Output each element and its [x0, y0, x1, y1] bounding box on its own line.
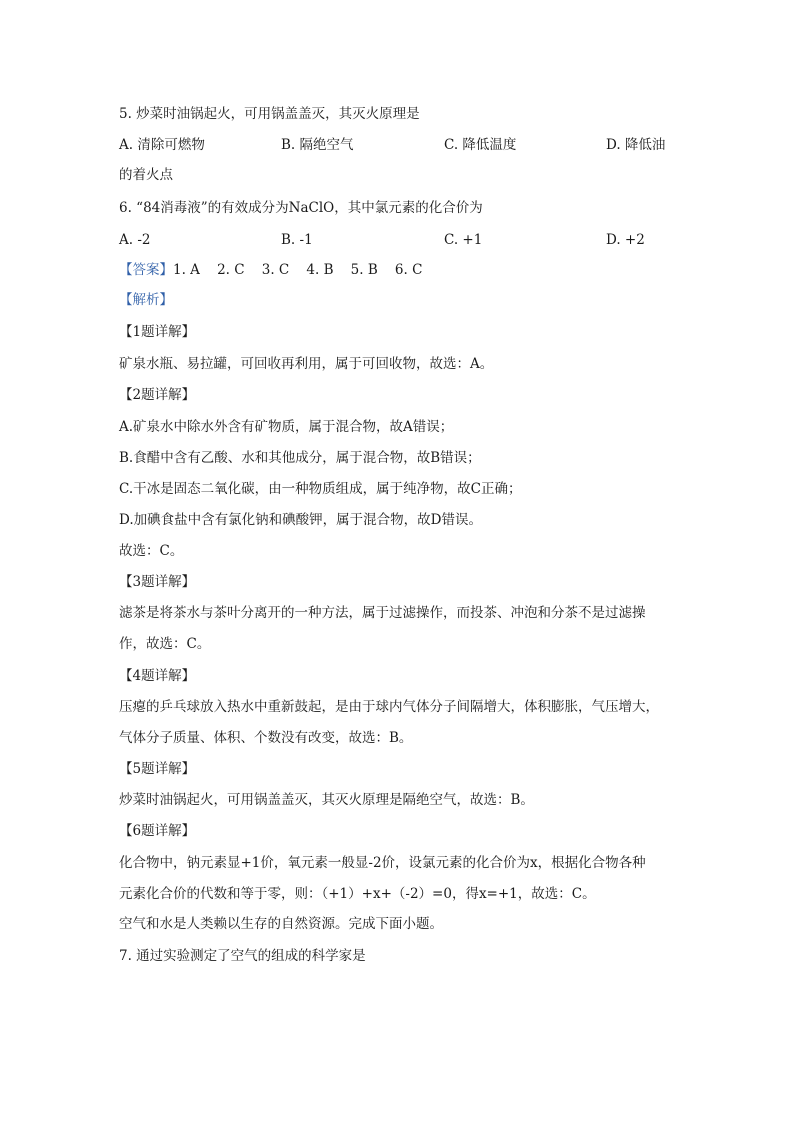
q6-stem: 6. “84消毒液”的有效成分为NaClO，其中氯元素的化合价为 — [119, 200, 483, 216]
answer-text: 1. A 2. C 3. C 4. B 5. B 6. C — [173, 262, 423, 278]
detail-4-heading: 【4题详解】 — [119, 668, 196, 684]
detail-3-text-a: 滤茶是将茶水与茶叶分离开的一种方法，属于过滤操作，而投茶、冲泡和分茶不是过滤操 — [119, 605, 646, 621]
q7-stem: 7. 通过实验测定了空气的组成的科学家是 — [119, 948, 366, 964]
detail-5-text: 炒菜时油锅起火，可用锅盖盖灭，其灭火原理是隔绝空气，故选：B。 — [119, 792, 534, 808]
detail-3-heading: 【3题详解】 — [119, 574, 196, 590]
q6-option-a[interactable]: A. -2 — [119, 232, 151, 248]
detail-2-heading: 【2题详解】 — [119, 387, 196, 403]
detail-1-heading: 【1题详解】 — [119, 324, 196, 340]
detail-2-text-c: C.干冰是固态二氧化碳，由一种物质组成，属于纯净物，故C正确； — [119, 481, 522, 497]
analysis-label: 【解析】 — [119, 292, 173, 308]
q6-option-b[interactable]: B. -1 — [281, 232, 313, 248]
answer-line — [119, 261, 422, 279]
q6-option-d[interactable]: D. +2 — [606, 232, 645, 248]
detail-2-text-d: D.加碘食盐中含有氯化钠和碘酸钾，属于混合物，故D错误。 — [119, 512, 482, 528]
detail-1-text: 矿泉水瓶、易拉罐，可回收再利用，属于可回收物，故选：A。 — [119, 356, 494, 372]
q5-option-b[interactable]: B. 隔绝空气 — [281, 137, 354, 153]
detail-4-text-a: 压瘪的乒乓球放入热水中重新鼓起，是由于球内气体分子间隔增大，体积膨胀，气压增大， — [119, 699, 659, 715]
q5-option-d[interactable]: D. 降低油 — [606, 137, 666, 153]
section-intro: 空气和水是人类赖以生存的自然资源。完成下面小题。 — [119, 916, 443, 932]
detail-3-text-b: 作，故选：C。 — [119, 636, 211, 652]
detail-6-text-b: 元素化合价的代数和等于零，则：（+1）+x+（-2）=0，得x=+1，故选：C。 — [119, 886, 596, 902]
detail-6-heading: 【6题详解】 — [119, 823, 196, 839]
detail-2-text-b: B.食醋中含有乙酸、水和其他成分，属于混合物，故B错误； — [119, 450, 481, 466]
detail-5-heading: 【5题详解】 — [119, 761, 196, 777]
answer-label: 【答案】 — [119, 262, 173, 278]
detail-4-text-b: 气体分子质量、体积、个数没有改变，故选：B。 — [119, 730, 413, 746]
q5-option-d-continuation: 的着火点 — [119, 167, 173, 183]
q5-option-a[interactable]: A. 清除可燃物 — [119, 137, 205, 153]
q5-option-c[interactable]: C. 降低温度 — [444, 137, 517, 153]
detail-2-conclusion: 故选：C。 — [119, 543, 184, 559]
q5-stem: 5. 炒菜时油锅起火，可用锅盖盖灭，其灭火原理是 — [119, 106, 420, 122]
detail-6-text-a: 化合物中，钠元素显+1价，氧元素一般显-2价，设氯元素的化合价为x，根据化合物各种 — [119, 855, 646, 871]
q6-option-c[interactable]: C. +1 — [444, 232, 483, 248]
detail-2-text-a: A.矿泉水中除水外含有矿物质，属于混合物，故A错误； — [119, 419, 454, 435]
